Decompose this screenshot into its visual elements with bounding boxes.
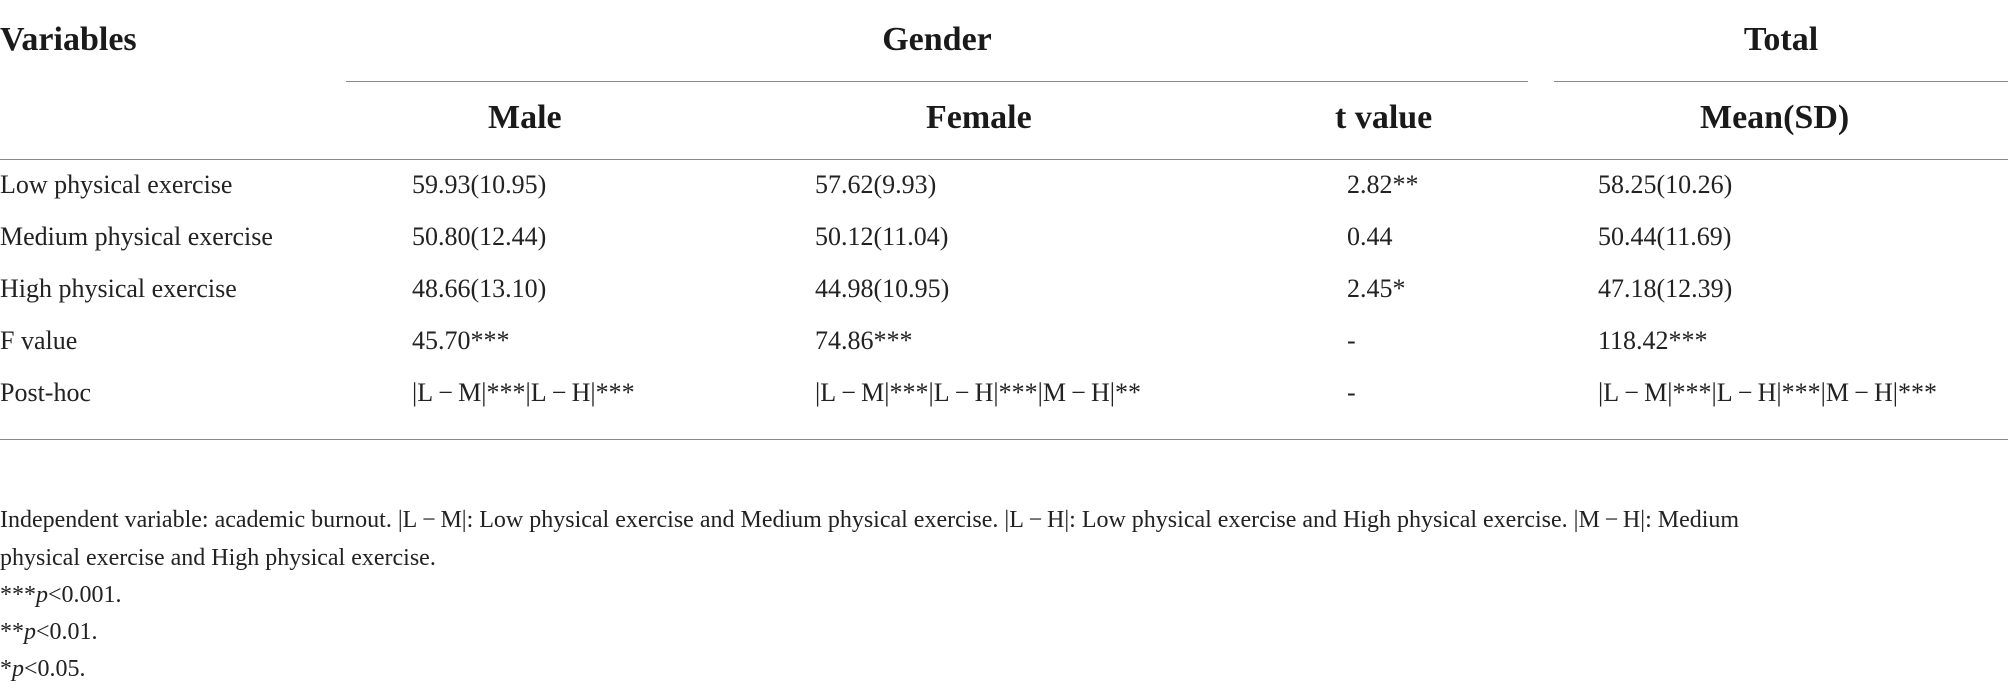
row-label: F value — [0, 326, 78, 355]
footnote-sig-05 — [0, 654, 86, 684]
footnote-line-2: physical exercise and High physical exercise. — [0, 545, 436, 571]
cell-female: 50.12(11.04) — [815, 222, 949, 251]
cell-female: 57.62(9.93) — [815, 170, 937, 199]
cell-t: 2.45* — [1347, 274, 1406, 303]
sig-threshold: <0.01. — [36, 619, 98, 645]
cell-male: 50.80(12.44) — [412, 222, 547, 251]
sig-threshold: <0.05. — [24, 656, 86, 682]
cell-total: |L − M|***|L − H|***|M − H|*** — [1598, 378, 1938, 407]
gender-span-rule — [346, 81, 1528, 82]
cell-total: 47.18(12.39) — [1598, 274, 1733, 303]
footnote-line-1: Independent variable: academic burnout. |L − M|: Low physical exercise and Medium physical exercise. |L − H|: Low physical exercise and High physical exercise. |M − H|: Medium — [0, 507, 1740, 533]
p-symbol: p — [24, 619, 36, 645]
header-variables: Variables — [0, 21, 137, 58]
p-symbol: p — [12, 656, 24, 682]
sig-stars: * — [0, 656, 12, 682]
cell-female: |L − M|***|L − H|***|M − H|** — [815, 378, 1142, 407]
header-bottom-rule — [0, 159, 2008, 160]
cell-male: 48.66(13.10) — [412, 274, 547, 303]
cell-t: - — [1347, 326, 1356, 355]
cell-male: |L − M|***|L − H|*** — [412, 378, 635, 407]
header-female: Female — [926, 99, 1032, 136]
header-total: Total — [1743, 21, 1819, 58]
header-gender: Gender — [882, 21, 992, 58]
cell-t: 2.82** — [1347, 170, 1419, 199]
cell-male: 59.93(10.95) — [412, 170, 547, 199]
cell-t: - — [1347, 378, 1356, 407]
cell-total: 50.44(11.69) — [1598, 222, 1732, 251]
sig-stars: ** — [0, 619, 24, 645]
footnote-sig-01 — [0, 617, 98, 647]
sig-stars: *** — [0, 582, 36, 608]
cell-female: 74.86*** — [815, 326, 913, 355]
footnote-sig-001 — [0, 580, 122, 610]
row-label: Low physical exercise — [0, 170, 233, 199]
row-label: Post-hoc — [0, 378, 91, 407]
sig-threshold: <0.001. — [48, 582, 122, 608]
cell-t: 0.44 — [1347, 222, 1393, 251]
cell-total: 118.42*** — [1598, 326, 1708, 355]
cell-total: 58.25(10.26) — [1598, 170, 1733, 199]
p-symbol: p — [36, 582, 48, 608]
row-label: High physical exercise — [0, 274, 237, 303]
table-bottom-rule — [0, 439, 2008, 440]
cell-female: 44.98(10.95) — [815, 274, 950, 303]
header-t-value: t value — [1335, 99, 1433, 136]
cell-male: 45.70*** — [412, 326, 510, 355]
header-male: Male — [488, 99, 562, 136]
row-label: Medium physical exercise — [0, 222, 273, 251]
total-span-rule — [1554, 81, 2008, 82]
header-mean-sd: Mean(SD) — [1700, 99, 1850, 136]
